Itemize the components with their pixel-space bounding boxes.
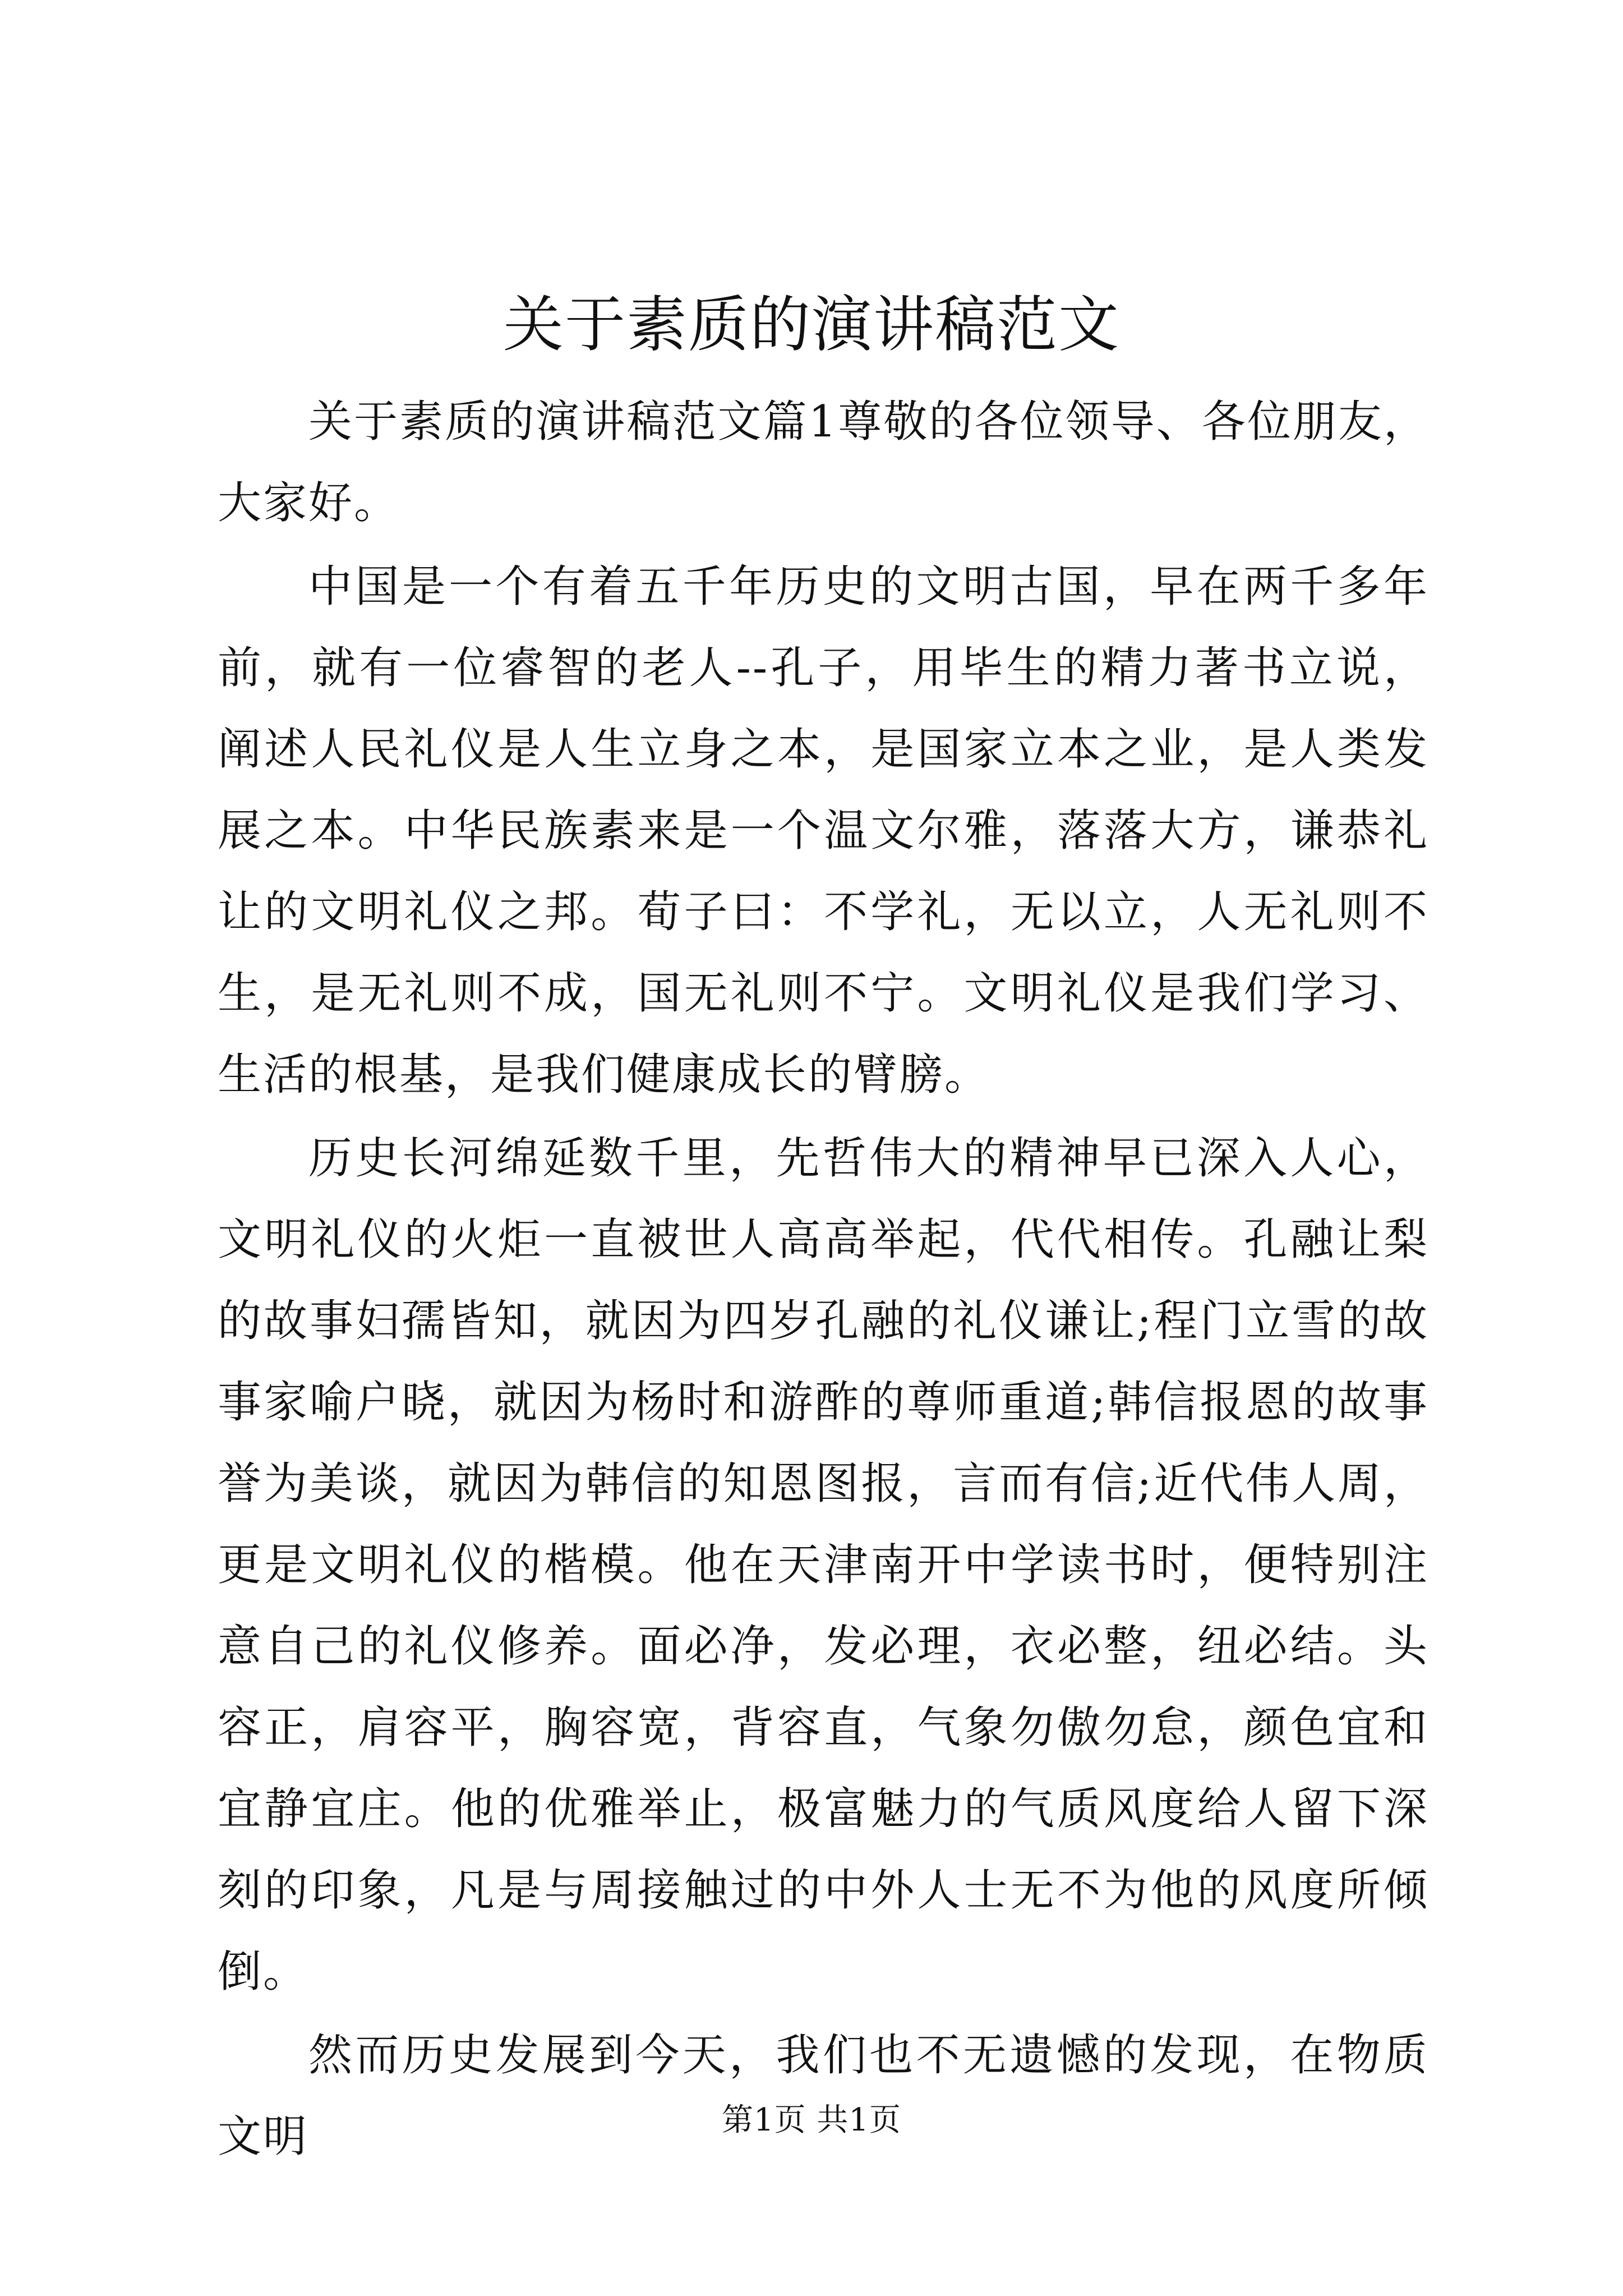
paragraph-1: 关于素质的演讲稿范文篇1尊敬的各位领导、各位朋友，大家好。	[218, 397, 1429, 528]
document-body	[218, 381, 1429, 2180]
paragraph-4: 然而历史发展到今天，我们也不无遗憾的发现，在物质文明	[218, 2030, 1429, 2162]
document-title: 关于素质的演讲稿范文	[502, 290, 1120, 360]
paragraph-3: 历史长河绵延数千里，先哲伟大的精神早已深入人心，文明礼仪的火炬一直被世人高高举起，代代相传。孔融让梨的故事妇孺皆知，就因为四岁孔融的礼仪谦让;程门立雪的故事家喻户晓，就因为杨时和游酢的尊师重道;韩信报恩的故事誉为美谈，就因为韩信的知恩图报，言而有信;近代伟人周，更是文明礼仪的楷模。他在天津南开中学读书时，便特别注意自己的礼仪修养。面必净，发必理，衣必整，纽必结。头容正，肩容平，胸容宽，背容直，气象勿傲勿怠，颜色宜和宜静宜庄。他的优雅举止，极富魅力的气质风度给人留下深刻的印象，凡是与周接触过的中外人士无不为他的风度所倾倒。	[218, 1133, 1429, 1997]
page-footer: 第1页 共1页	[721, 2102, 902, 2138]
paragraph-2: 中国是一个有着五千年历史的文明古国，早在两千多年前，就有一位睿智的老人--孔子，用毕生的精力著书立说，阐述人民礼仪是人生立身之本，是国家立本之业，是人类发展之本。中华民族素来是一个温文尔雅，落落大方，谦恭礼让的文明礼仪之邦。荀子曰：不学礼，无以立，人无礼则不生，是无礼则不成，国无礼则不宁。文明礼仪是我们学习、生活的根基，是我们健康成长的臂膀。	[218, 562, 1429, 1100]
